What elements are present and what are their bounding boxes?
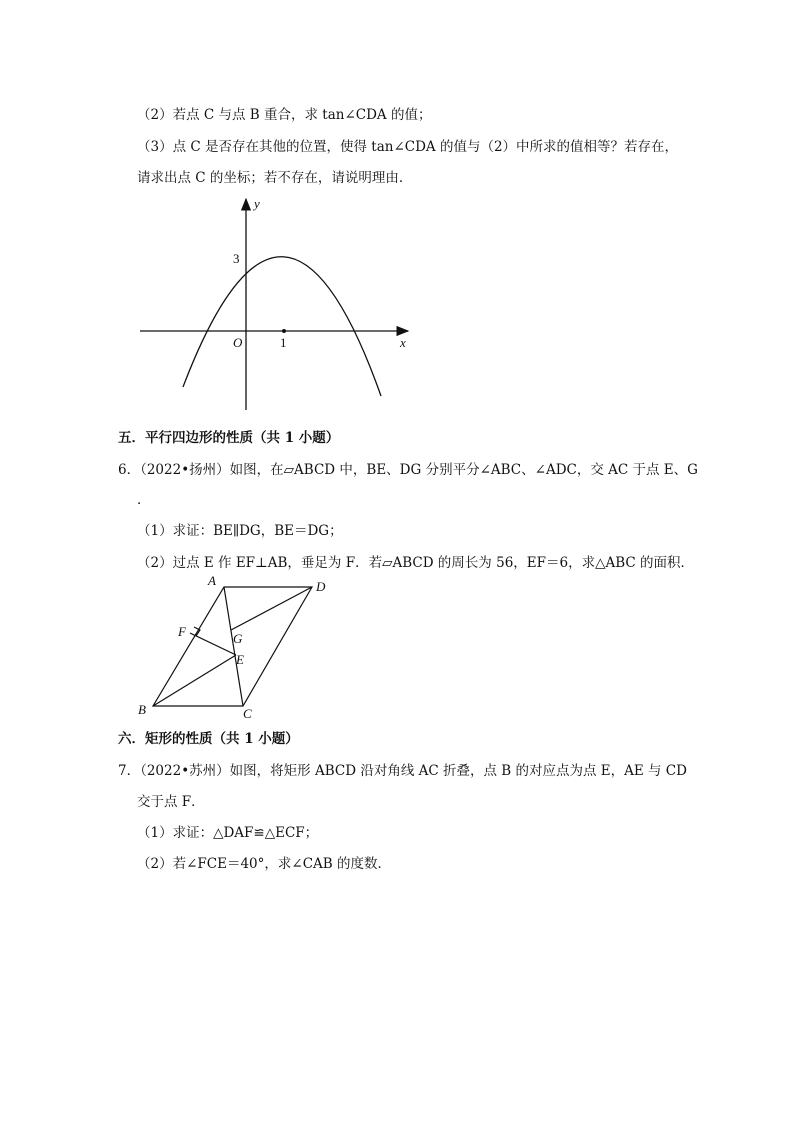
label-a: A [208, 573, 216, 588]
diagonal-ac [224, 587, 243, 706]
parallelogram-abcd [153, 587, 312, 706]
question-6-part-2: （2）过点 E 作 EF⊥AB，垂足为 F．若▱ABCD 的周长为 56，EF＝6，求△ABC 的面积． [137, 555, 695, 571]
question-7-stem-end: 交于点 F． [137, 794, 205, 810]
question-7-stem: 7．（2022•苏州）如图，将矩形 ABCD 沿对角线 AC 折叠，点 B 的对应点为点 E，AE 与 CD [118, 763, 687, 779]
label-d: D [316, 579, 326, 594]
question-7-part-2: （2）若∠FCE＝40°，求∠CAB 的度数． [137, 856, 391, 872]
x-tick-label: 1 [280, 335, 287, 350]
label-c: C [243, 706, 252, 721]
question-5-part-3-line-1: （3）点 C 是否存在其他的位置，使得 tan∠CDA 的值与（2）中所求的值相等？若存在， [137, 139, 679, 155]
question-7-part-1: （1）求证：△DAF≌△ECF； [137, 825, 319, 841]
section-5-heading: 五．平行四边形的性质（共 1 小题） [118, 430, 340, 446]
question-5-part-3-line-2: 请求出点 C 的坐标；若不存在，请说明理由． [137, 170, 413, 186]
section-6-heading: 六．矩形的性质（共 1 小题） [118, 731, 299, 747]
label-g: G [233, 631, 243, 646]
label-b: B [138, 702, 146, 717]
question-6-stem: 6．（2022•扬州）如图，在▱ABCD 中，BE、DG 分别平分∠ABC、∠ADC，交 AC 于点 E、G [118, 462, 698, 478]
segment-be [153, 655, 236, 706]
question-6-part-1: （1）求证：BE∥DG，BE＝DG； [137, 523, 343, 539]
question-6-stem-end: ． [137, 492, 151, 508]
label-e: E [236, 652, 244, 667]
origin-label: O [233, 335, 243, 350]
x-axis-label: x [400, 335, 406, 350]
label-f: F [178, 624, 186, 639]
question-5-part-2: （2）若点 C 与点 B 重合，求 tan∠CDA 的值； [137, 107, 432, 123]
y-tick-label: 3 [233, 251, 240, 266]
y-axis-label: y [254, 196, 260, 211]
segment-ef [190, 633, 236, 655]
